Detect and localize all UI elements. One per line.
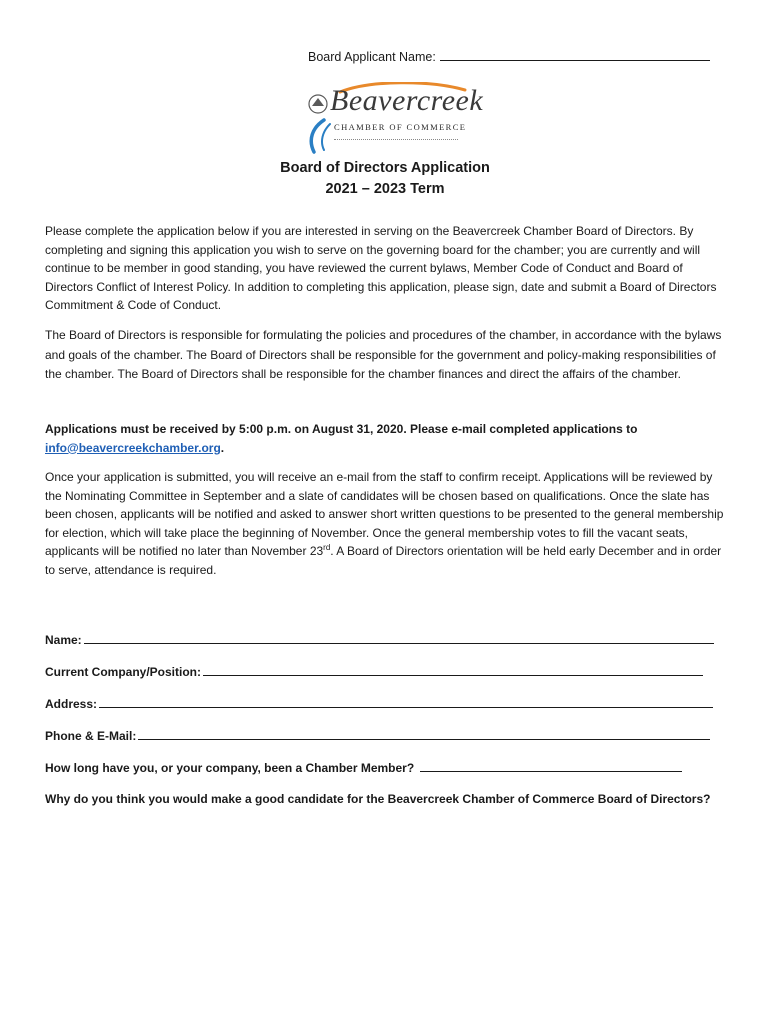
intro-paragraph: Please complete the application below if you are interested in serving on the Beavercreek Chamber Board of Directors. By completing and signing this application you wish to serve on the governing board for the chamber; you are currently and will continue to be member in good standing, you have reviewed the current bylaws, Member Code of Conduct and Board of Directors Conflict of Interest Policy. In addition to completing this application, please sign, date and submit a Board of Directors Commitment & Code of Conduct. [45,224,717,313]
phone-email-field [45,728,710,743]
candidate-question: Why do you think you would make a good candidate for the Beavercreek Chamber of Commerce Board of Directors? [45,792,711,806]
process-text-a: Once your application is submitted, you will receive an e-mail from the staff to confirm receipt. Applications will be reviewed by the Nominating Committee in September and a slate of candidates will be chosen based on qualifications. Once the slate has been chosen, applicants will be notified and asked to answer short written questions to be presented to the general membership for election, which will take place the beginning of November. Once the general membership votes to fill the vacant seats, applicants will be notified no later than November 23 [45,470,724,559]
membership-duration-label: How long have you, or your company, been a Chamber Member? [45,761,415,775]
name-label: Name: [45,633,82,647]
deadline-paragraph [45,420,727,457]
applicant-name-label: Board Applicant Name: [308,50,436,64]
name-input-line[interactable] [84,632,714,644]
title-line-1: Board of Directors Application [280,160,490,176]
deadline-text: Applications must be received by 5:00 p.m. on August 31, 2020. Please e-mail completed applications to [45,422,638,436]
logo-brand-text: Beavercreek [330,84,484,117]
phone-email-input-line[interactable] [138,728,710,740]
applicant-name-line [308,48,710,64]
address-label: Address: [45,697,98,711]
address-input-line[interactable] [99,696,713,708]
responsibility-paragraph: The Board of Directors is responsible for formulating the policies and procedures of the chamber, in accordance with the bylaws and goals of the chamber. The Board of Directors shall be responsible for the government and policy-making responsibilities of the chamber. The Board of Directors shall be responsible for the chamber finances and direct the affairs of the chamber. [45,328,722,382]
email-link[interactable]: info@beavercreekchamber.org [45,440,221,455]
company-field [45,664,703,679]
applicant-name-blank[interactable] [440,48,710,61]
process-paragraph [45,468,727,580]
logo-tagline-decoration [334,135,458,140]
chamber-logo [300,82,484,154]
company-label: Current Company/Position: [45,665,202,679]
phone-email-label: Phone & E-Mail: [45,729,137,743]
membership-duration-field [45,760,682,775]
deadline-end: . [220,440,225,455]
membership-duration-input-line[interactable] [420,760,682,772]
logo-subtitle: CHAMBER OF COMMERCE [334,122,467,132]
company-input-line[interactable] [203,664,703,676]
name-field [45,632,714,647]
process-superscript: rd [323,543,331,553]
document-title [0,158,770,200]
process-text-b: . A Board of Directors orientation will be held early December and in order to serve, attendance is required. [45,544,722,577]
title-line-2: 2021 – 2023 Term [325,181,445,197]
address-field [45,696,713,711]
